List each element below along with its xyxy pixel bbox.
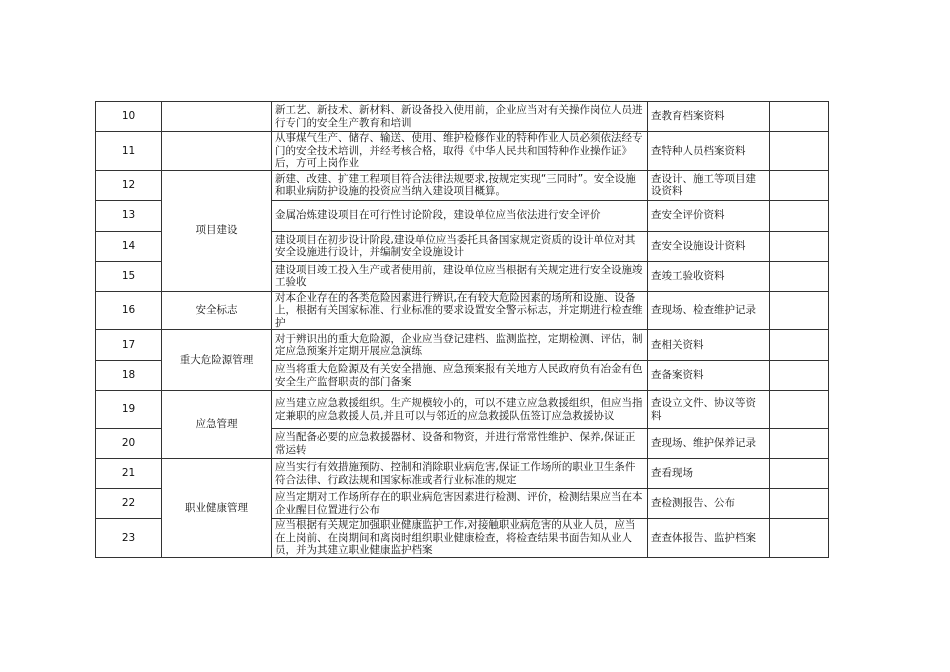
inspection-method-cell: 查特种人员档案资料 [648,132,770,171]
result-cell [770,459,829,489]
result-cell [770,291,829,330]
row-number: 10 [96,102,162,132]
category-cell [162,102,272,132]
inspection-table [95,101,829,558]
category-cell [162,132,272,171]
requirement-cell: 新工艺、新技术、新材料、新设备投入使用前，企业应当对有关操作岗位人员进行专门的安全生产教育和培训 [272,102,648,132]
inspection-method-cell: 查检测报告、公布 [648,489,770,519]
table-row [96,132,829,171]
result-cell [770,361,829,391]
inspection-method-cell: 查竣工验收资料 [648,261,770,291]
table-row [96,330,829,361]
result-cell [770,132,829,171]
result-cell [770,200,829,231]
row-number: 12 [96,170,162,200]
row-number: 16 [96,291,162,330]
table-row [96,170,829,200]
table-row [96,291,829,330]
category-project: 项目建设 [162,170,272,291]
requirement-cell: 建设项目竣工投入生产或者使用前，建设单位应当根据有关规定进行安全设施竣工验收 [272,261,648,291]
result-cell [770,231,829,261]
requirement-cell: 应当实行有效措施预防、控制和消除职业病危害,保证工作场所的职业卫生条件符合法律、行政法规和国家标准或者行业标准的规定 [272,459,648,489]
requirement-cell: 应当建立应急救援组织。生产规模较小的，可以不建立应急救援组织，但应当指定兼职的应急救援人员,并且可以与邻近的应急救援队伍签订应急救援协议 [272,391,648,429]
requirement-cell: 建设项目在初步设计阶段,建设单位应当委托具备国家规定资质的设计单位对其安全设施进行设计，并编制安全设施设计 [272,231,648,261]
row-number: 14 [96,231,162,261]
row-number: 19 [96,391,162,429]
row-number: 17 [96,330,162,361]
category-signs: 安全标志 [162,291,272,330]
requirement-cell: 应当定期对工作场所存在的职业病危害因素进行检测、评价，检测结果应当在本企业醒目位置进行公布 [272,489,648,519]
requirement-cell: 对于辨识出的重大危险源，企业应当登记建档、监测监控，定期检测、评估，制定应急预案并定期开展应急演练 [272,330,648,361]
inspection-method-cell: 查现场、维护保养记录 [648,429,770,459]
table-row [96,459,829,489]
result-cell [770,391,829,429]
result-cell [770,170,829,200]
result-cell [770,102,829,132]
requirement-cell: 金属冶炼建设项目在可行性讨论阶段，建设单位应当依法进行安全评价 [272,200,648,231]
inspection-method-cell: 查教育档案资料 [648,102,770,132]
requirement-cell: 应当配备必要的应急救援器材、设备和物资，并进行常常性维护、保养,保证正常运转 [272,429,648,459]
row-number: 15 [96,261,162,291]
inspection-method-cell: 查安全评价资料 [648,200,770,231]
inspection-method-cell: 查相关资料 [648,330,770,361]
table-row [96,391,829,429]
table-row [96,102,829,132]
inspection-method-cell: 查设立文件、协议等资料 [648,391,770,429]
result-cell [770,489,829,519]
row-number: 22 [96,489,162,519]
category-health: 职业健康管理 [162,459,272,558]
result-cell [770,519,829,558]
row-number: 18 [96,361,162,391]
inspection-method-cell: 查看现场 [648,459,770,489]
inspection-method-cell: 查查体报告、监护档案 [648,519,770,558]
row-number: 20 [96,429,162,459]
row-number: 21 [96,459,162,489]
row-number: 13 [96,200,162,231]
requirement-cell: 应当根据有关规定加强职业健康监护工作,对接触职业病危害的从业人员，应当在上岗前、在岗期间和离岗时组织职业健康检查，将检查结果书面告知从业人员，并为其建立职业健康监护档案 [272,519,648,558]
row-number: 23 [96,519,162,558]
inspection-method-cell: 查安全设施设计资料 [648,231,770,261]
category-hazard: 重大危险源管理 [162,330,272,391]
result-cell [770,429,829,459]
requirement-cell: 新建、改建、扩建工程项目符合法律法规要求,按规定实现“三同时”。安全设施和职业病防护设施的投资应当纳入建设项目概算。 [272,170,648,200]
inspection-method-cell: 查设计、施工等项目建设资料 [648,170,770,200]
result-cell [770,330,829,361]
row-number: 11 [96,132,162,171]
requirement-cell: 从事煤气生产、储存、输送、使用、维护检修作业的特种作业人员必须依法经专门的安全技术培训，并经考核合格，取得《中华人民共和国特种作业操作证》后，方可上岗作业 [272,132,648,171]
requirement-cell: 应当将重大危险源及有关安全措施、应急预案报有关地方人民政府负有冶金有色安全生产监督职责的部门备案 [272,361,648,391]
inspection-method-cell: 查现场、检查维护记录 [648,291,770,330]
requirement-cell: 对本企业存在的各类危险因素进行辨识,在有较大危险因素的场所和设施、设备上，根据有关国家标准、行业标准的要求设置安全警示标志，并定期进行检查维护 [272,291,648,330]
result-cell [770,261,829,291]
category-emergency: 应急管理 [162,391,272,459]
inspection-method-cell: 查备案资料 [648,361,770,391]
